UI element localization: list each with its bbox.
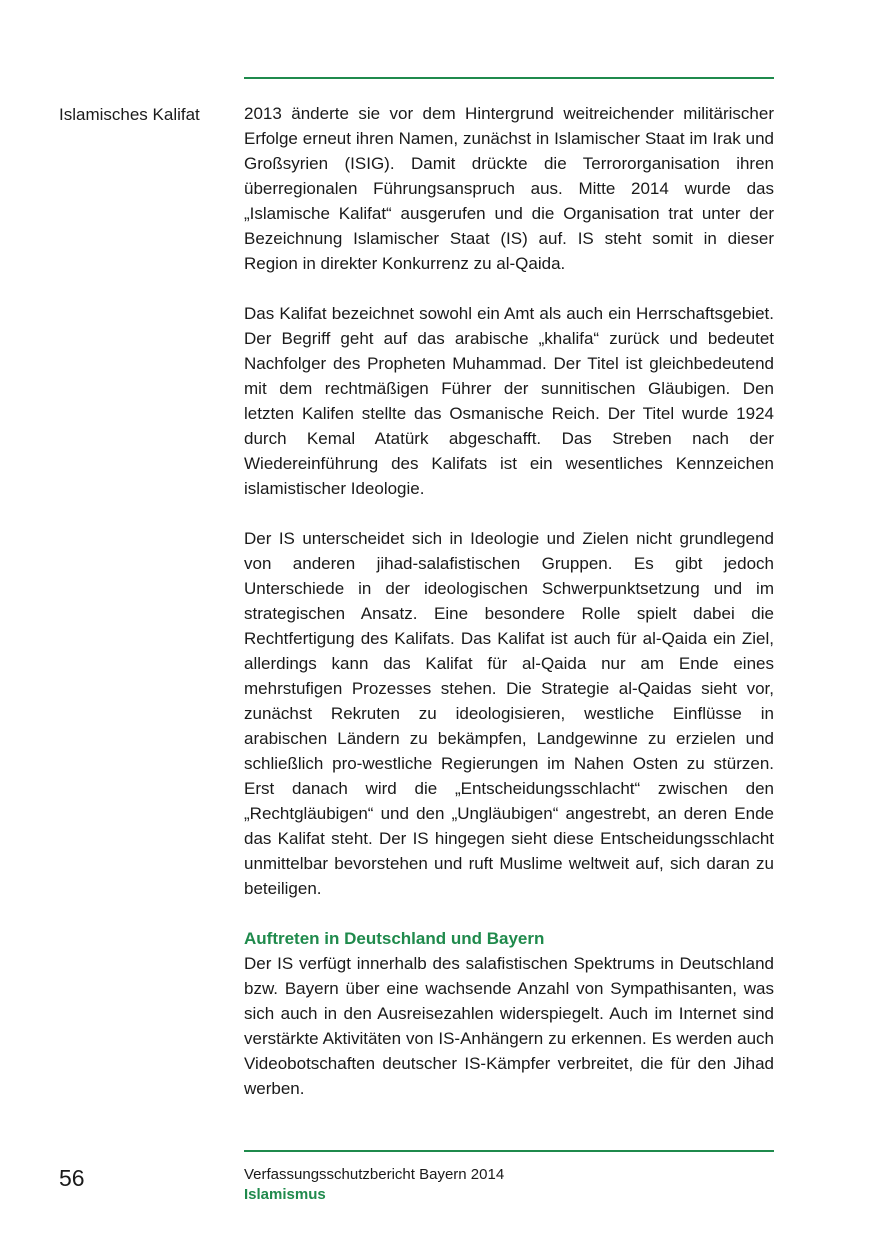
footer-chapter: Islamismus — [244, 1186, 326, 1203]
main-text-column — [244, 101, 774, 1101]
paragraph-3: Der IS unterscheidet sich in Ideologie und Zielen nicht grundlegend von anderen jihad-salafistischen Gruppen. Es gibt jedoch Unterschiede in der ideologischen Schwerpunktsetzung und im strategischen Ansatz. Eine besondere Rolle spielt dabei die Rechtfertigung des Kalifats. Das Kalifat ist auch für al-Qaida ein Ziel, allerdings kann das Kalifat für al-Qaida nur am Ende eines mehrstufigen Prozesses stehen. Die Strategie al-Qaidas sieht vor, zunächst Rekruten zu ideologisieren, westliche Einflüsse in arabischen Ländern zu bekämpfen, Landgewinne zu erzielen und schließlich pro-westliche Regierungen im Nahen Osten zu stürzen. Erst danach wird die „Entscheidungsschlacht“ zwischen den „Rechtgläubigen“ und den „Ungläubigen“ angestrebt, an deren Ende das Kalifat steht. Der IS hingegen sieht diese Entscheidungsschlacht unmittelbar bevorstehen und ruft Muslime weltweit auf, sich daran zu beteiligen. — [244, 529, 774, 898]
margin-note: Islamisches Kalifat — [59, 105, 200, 124]
section-heading: Auftreten in Deutschland und Bayern — [244, 929, 545, 948]
header-rule — [244, 77, 774, 79]
footer-rule — [244, 1150, 774, 1152]
footer — [244, 1165, 504, 1205]
section-paragraph: Der IS verfügt innerhalb des salafistischen Spektrums in Deutschland bzw. Bayern über eine wachsende Anzahl von Sympathisanten, was sich auch in den Ausreisezahlen widerspiegelt. Auch im Internet sind verstärkte Aktivitäten von IS-Anhängern zu erkennen. Es werden auch Videobotschaften deutscher IS-Kämpfer verbreitet, die für den Jihad werben. — [244, 954, 774, 1098]
paragraph-2: Das Kalifat bezeichnet sowohl ein Amt als auch ein Herrschaftsgebiet. Der Begriff geht auf das arabische „khalifa“ zurück und bedeutet Nachfolger des Propheten Muhammad. Der Titel ist gleichbedeutend mit dem rechtmäßigen Führer der sunnitischen Gläubigen. Den letzten Kalifen stellte das Osmanische Reich. Der Titel wurde 1924 durch Kemal Atatürk abgeschafft. Das Streben nach der Wiedereinführung des Kalifats ist ein wesentliches Kennzeichen islamistischer Ideologie. — [244, 304, 774, 498]
page-number: 56 — [59, 1165, 85, 1191]
paragraph-1: 2013 änderte sie vor dem Hintergrund weitreichender militärischer Erfolge erneut ihren Namen, zunächst in Islamischer Staat im Irak und Großsyrien (ISIG). Damit drückte die Terrororganisation ihren überregionalen Führungsanspruch aus. Mitte 2014 wurde das „Islamische Kalifat“ ausgerufen und die Organisation trat unter der Bezeichnung Islamischer Staat (IS) auf. IS steht somit in dieser Region in direkter Konkurrenz zu al-Qaida. — [244, 104, 774, 273]
footer-report-title: Verfassungsschutzbericht Bayern 2014 — [244, 1166, 505, 1183]
